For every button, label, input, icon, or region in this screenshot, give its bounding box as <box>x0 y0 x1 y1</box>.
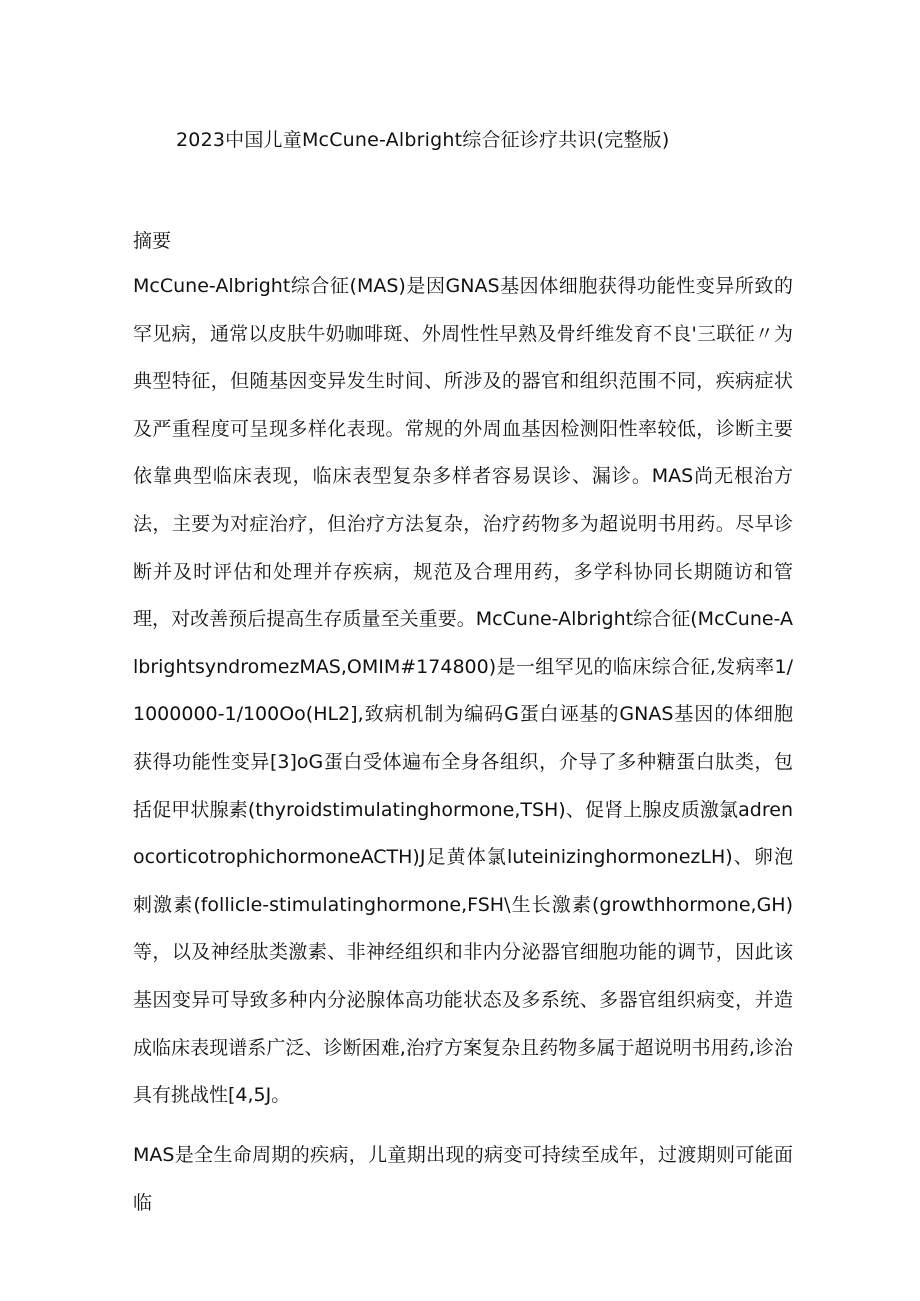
abstract-heading: 摘要 <box>133 230 172 252</box>
abstract-paragraph: McCune-Albright综合征(MAS)是因GNAS基因体细胞获得功能性变异所致的罕见病，通常以皮肤牛奶咖啡斑、外周性性早熟及骨纤维发育不良'三联征〃为典型特征，但随基因变异发生时间、所涉及的器官和组织范围不同，疾病症状及严重程度可呈现多样化表现。常规的外周血基因检测阳性率较低，诊断主要依靠典型临床表现，临床表型复杂多样者容易误诊、漏诊。MAS尚无根治方法，主要为对症治疗，但治疗方法复杂，治疗药物多为超说明书用药。尽早诊断并及时评估和处理并存疾病，规范及合理用药，多学科协同长期随访和管理，对改善预后提高生存质量至关重要。McCune-Albright综合征(McCune-AlbrightsyndromezMAS,OMIM#174800)是一组罕见的临床综合征,发病率1/1000000-1/100Oo(HL2],致病机制为编码G蛋白诬基的GNAS基因的体细胞获得功能性变异[3]oG蛋白受体遍布全身各组织，介导了多种糖蛋白肽类，包括促甲状腺素(thyroidstimulatinghormone,TSH)、促肾上腺皮质激氯adrenocorticotrophichormoneACTH)J足黄体氯luteinizinghormonezLH)、卵泡刺激素(follicle-stimulatinghormone,FSH\生长激素(growthhormone,GH)等，以及神经肽类激素、非神经组织和非内分泌器官细胞功能的调节，因此该基因变异可导致多种内分泌腺体高功能状态及多系统、多器官组织病变，并造成临床表现谱系广泛、诊断困难,治疗方案复杂且药物多属于超说明书用药,诊治具有挑战性[4,5J。 <box>133 275 793 1107</box>
document-title: 2023中国儿童McCune-Albright综合征诊疗共识(完整版) <box>176 129 670 151</box>
body-paragraph: MAS是全生命周期的疾病，儿童期出现的病变可持续至成年，过渡期则可能面临 <box>133 1144 793 1214</box>
